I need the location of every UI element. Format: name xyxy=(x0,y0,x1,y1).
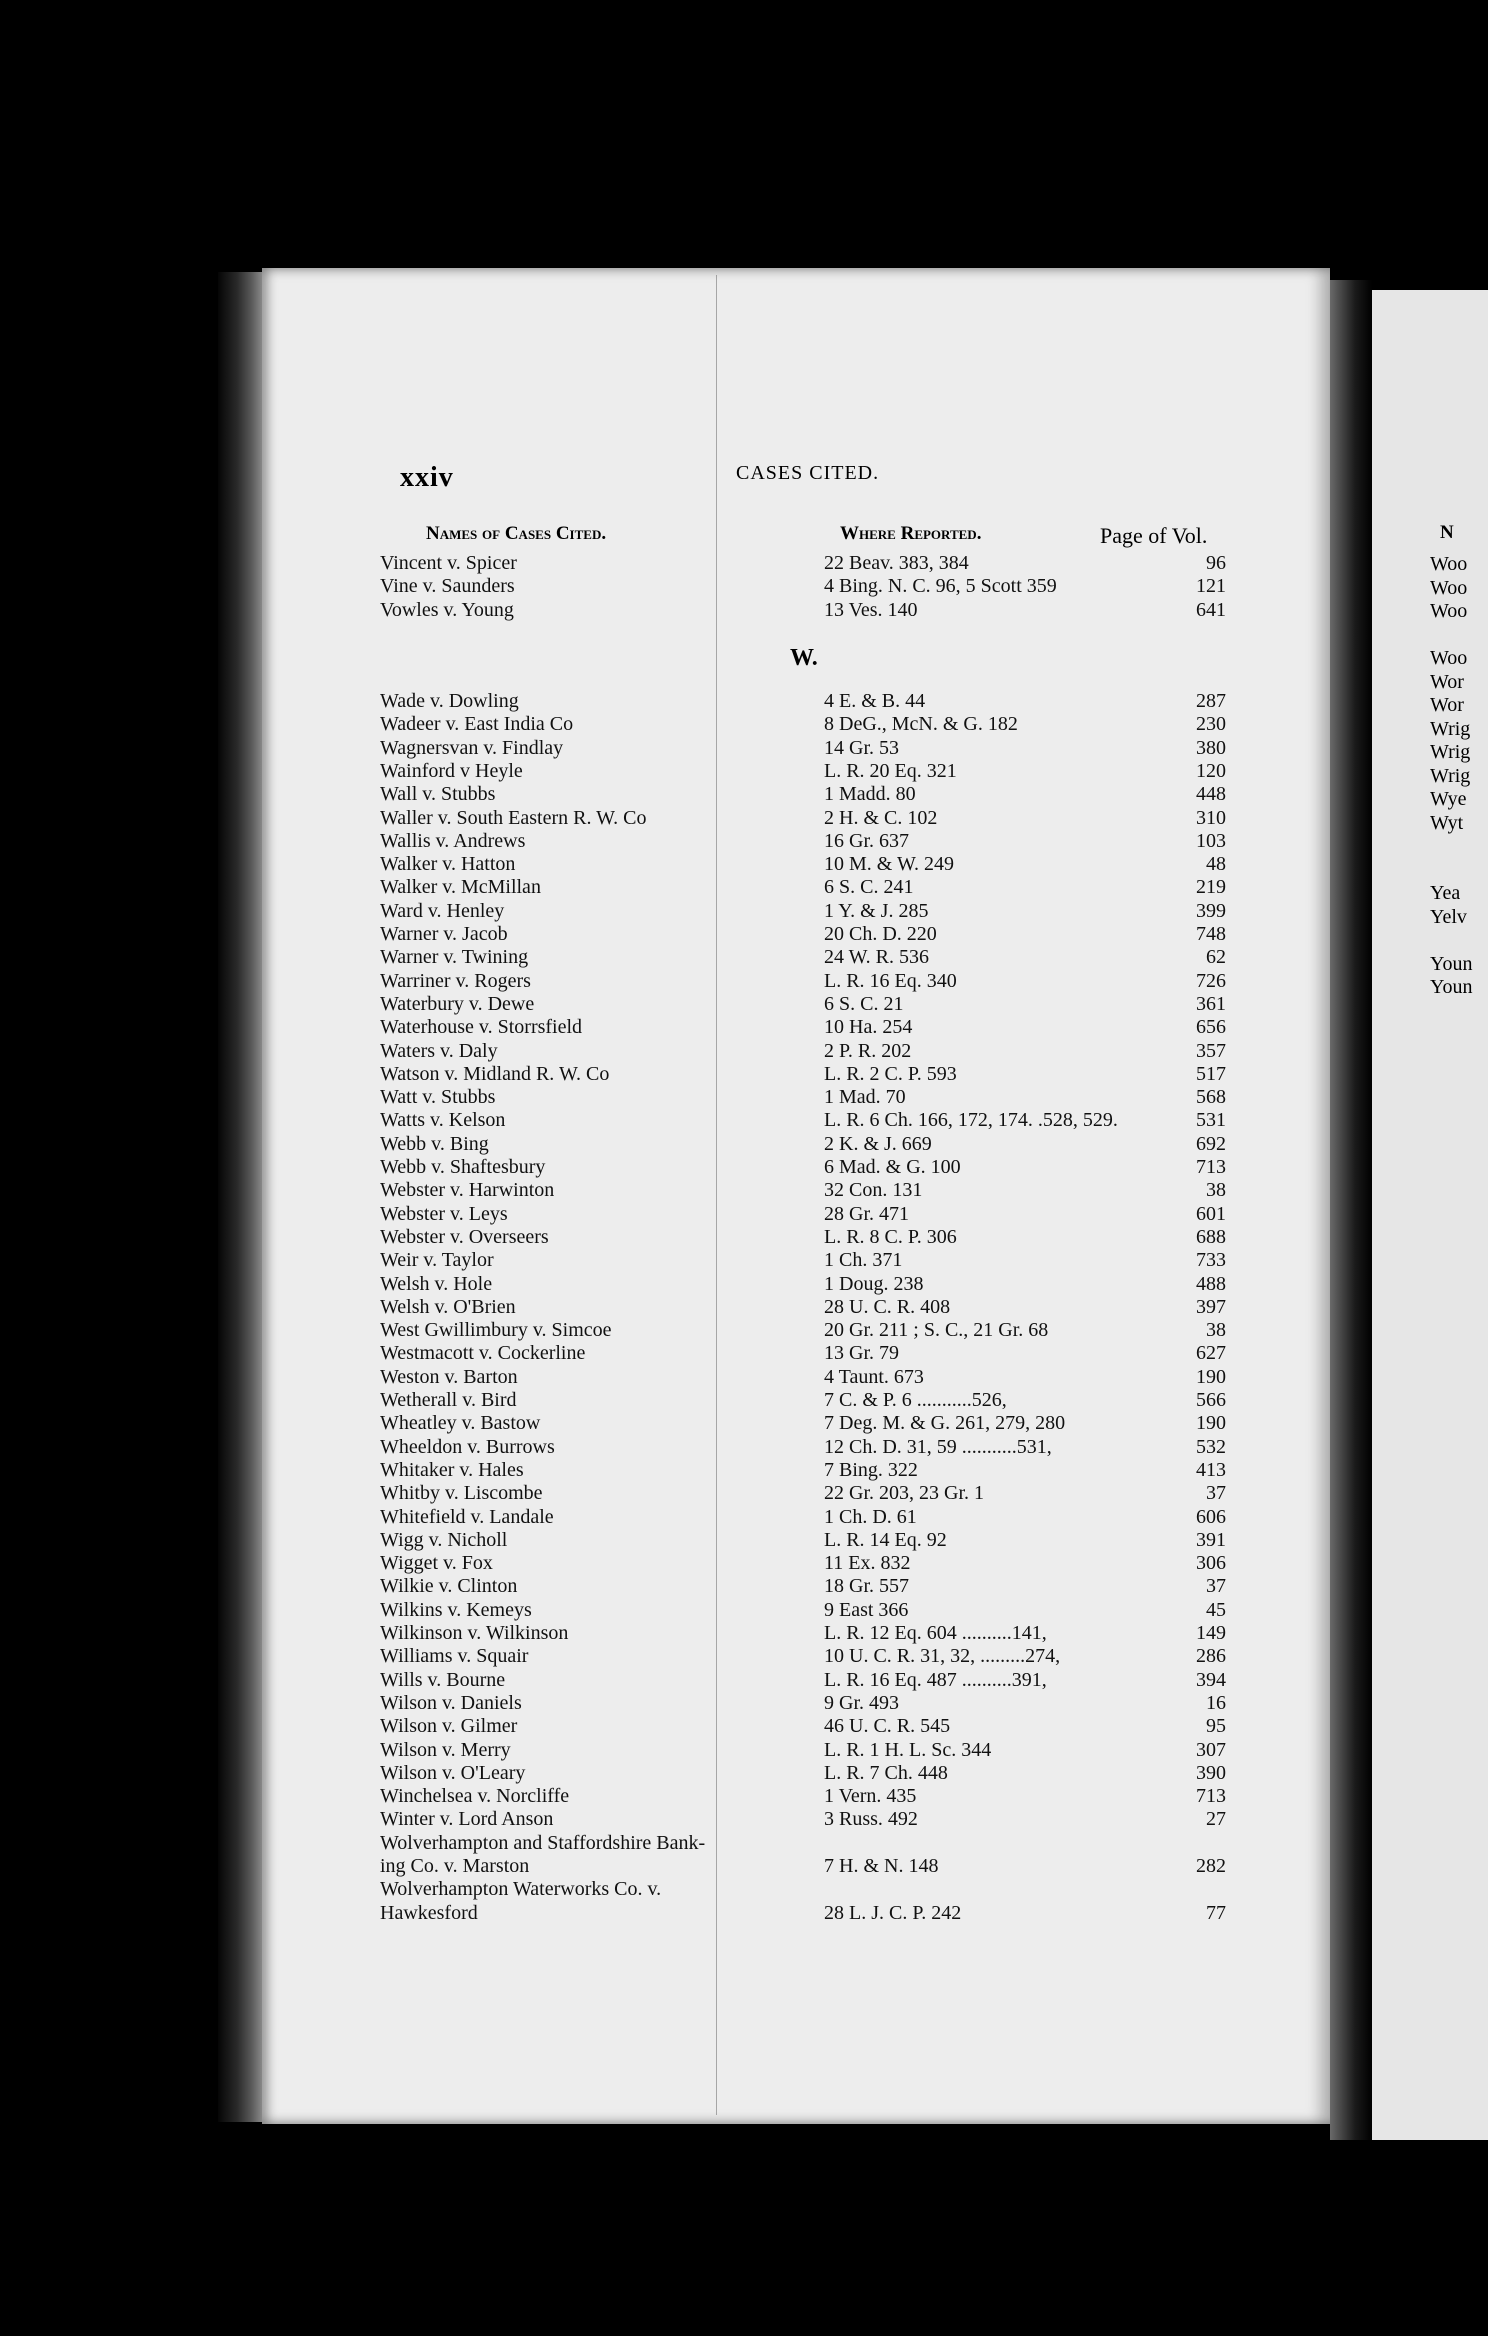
page-of-volume: 103 xyxy=(1196,829,1226,852)
where-reported: 12 Ch. D. 31, 59 ...........531, xyxy=(824,1435,1052,1458)
case-name: Vowles v. Young xyxy=(380,598,514,621)
page-of-volume: 380 xyxy=(1196,736,1226,759)
page-of-volume: 95 xyxy=(1206,1715,1226,1738)
case-name: Waters v. Daly xyxy=(380,1039,498,1062)
page-of-volume: 566 xyxy=(1196,1389,1226,1411)
case-name: Weston v. Barton xyxy=(380,1365,518,1388)
page-of-volume: 45 xyxy=(1206,1598,1226,1621)
where-reported: 7 H. & N. 148 xyxy=(824,1855,939,1877)
table-row xyxy=(380,1855,1226,1878)
page-of-volume: 656 xyxy=(1196,1016,1226,1039)
case-name: Watt v. Stubbs xyxy=(380,1086,496,1109)
facing-line: Yea xyxy=(1430,882,1461,904)
table-row xyxy=(380,1529,1226,1552)
page-of-volume: 531 xyxy=(1196,1109,1226,1132)
table-row xyxy=(380,830,1226,853)
table-row xyxy=(380,1878,1226,1901)
where-reported: 1 Doug. 238 xyxy=(824,1272,924,1295)
page-of-volume: 149 xyxy=(1196,1622,1226,1644)
gutter-shadow xyxy=(1330,280,1372,2140)
column-header-where: Where Reported. xyxy=(840,523,982,544)
table-row xyxy=(380,1902,1226,1925)
table-row xyxy=(380,1342,1226,1365)
page-of-volume: 287 xyxy=(1196,690,1226,712)
table-row xyxy=(380,1389,1226,1412)
facing-line: Wor xyxy=(1430,694,1464,716)
where-reported: 28 L. J. C. P. 242 xyxy=(824,1901,962,1924)
case-name: Wall v. Stubbs xyxy=(380,783,496,806)
page-of-volume: 121 xyxy=(1196,575,1226,598)
case-name: Whitaker v. Hales xyxy=(380,1458,524,1481)
case-name: Wetherall v. Bird xyxy=(380,1389,517,1411)
where-reported: L. R. 14 Eq. 92 xyxy=(824,1528,947,1551)
table-row xyxy=(380,1156,1226,1179)
case-name: Wagnersvan v. Findlay xyxy=(380,736,564,759)
table-row xyxy=(380,599,1226,622)
where-reported: 7 C. & P. 6 ...........526, xyxy=(824,1389,1007,1411)
table-row xyxy=(380,807,1226,830)
case-name: Wolverhampton Waterworks Co. v. xyxy=(380,1878,662,1901)
facing-line: Woo xyxy=(1430,647,1468,669)
table-row xyxy=(380,1552,1226,1575)
case-name: Warner v. Jacob xyxy=(380,923,508,945)
page-of-volume: 219 xyxy=(1196,876,1226,899)
table-row xyxy=(380,737,1226,760)
case-name: Wadeer v. East India Co xyxy=(380,713,574,736)
table-row xyxy=(380,575,1226,598)
where-reported: 1 Ch. 371 xyxy=(824,1249,903,1272)
table-row xyxy=(380,1203,1226,1226)
table-row xyxy=(380,760,1226,783)
case-name: Wigg v. Nicholl xyxy=(380,1528,508,1551)
page-of-volume: 62 xyxy=(1206,946,1226,969)
facing-page-header-fragment: N xyxy=(1440,522,1454,543)
where-reported: 4 Taunt. 673 xyxy=(824,1365,924,1388)
where-reported: L. R. 8 C. P. 306 xyxy=(824,1225,957,1248)
where-reported: 28 Gr. 471 xyxy=(824,1202,909,1225)
case-name: Whitby v. Liscombe xyxy=(380,1482,543,1505)
table-row xyxy=(380,1086,1226,1109)
where-reported: 28 U. C. R. 408 xyxy=(824,1295,951,1318)
case-name: Wigget v. Fox xyxy=(380,1552,493,1575)
table-row xyxy=(380,900,1226,923)
case-name: Walker v. Hatton xyxy=(380,853,516,876)
where-reported: 4 E. & B. 44 xyxy=(824,690,926,712)
case-name: Wilkie v. Clinton xyxy=(380,1575,518,1598)
page-of-volume: 27 xyxy=(1206,1808,1226,1831)
page-of-volume: 391 xyxy=(1196,1528,1226,1551)
table-row xyxy=(380,993,1226,1016)
where-reported: L. R. 6 Ch. 166, 172, 174. .528, 529. xyxy=(824,1109,1118,1132)
case-name: West Gwillimbury v. Simcoe xyxy=(380,1319,612,1342)
where-reported: 9 East 366 xyxy=(824,1598,909,1621)
facing-line: Wyt xyxy=(1430,811,1464,834)
where-reported: 13 Gr. 79 xyxy=(824,1342,899,1365)
table-row xyxy=(380,1273,1226,1296)
table-row xyxy=(380,923,1226,946)
where-reported: 32 Con. 131 xyxy=(824,1179,923,1202)
page-of-volume: 77 xyxy=(1206,1901,1226,1924)
where-reported: L. R. 16 Eq. 487 ..........391, xyxy=(824,1668,1047,1691)
case-name: Wilson v. Daniels xyxy=(380,1691,522,1714)
column-header-names: Names of Cases Cited. xyxy=(426,523,607,544)
case-name: Winchelsea v. Norcliffe xyxy=(380,1785,570,1808)
table-row xyxy=(380,1622,1226,1645)
case-name: Wheeldon v. Burrows xyxy=(380,1435,555,1458)
where-reported: 1 Y. & J. 285 xyxy=(824,899,929,922)
where-reported: 6 S. C. 241 xyxy=(824,876,914,899)
where-reported: 2 H. & C. 102 xyxy=(824,806,938,829)
case-name: Wills v. Bourne xyxy=(380,1668,506,1691)
table-row xyxy=(380,1459,1226,1482)
page-of-volume: 307 xyxy=(1196,1738,1226,1761)
table-row xyxy=(380,946,1226,969)
case-name: Westmacott v. Cockerline xyxy=(380,1342,586,1365)
page-of-volume: 606 xyxy=(1196,1505,1226,1528)
table-row xyxy=(380,876,1226,899)
facing-line: Youn xyxy=(1430,952,1473,975)
page-of-volume: 726 xyxy=(1196,969,1226,992)
page-of-volume: 37 xyxy=(1206,1575,1226,1598)
page-of-volume: 692 xyxy=(1196,1132,1226,1155)
page-of-volume: 38 xyxy=(1206,1179,1226,1202)
case-name: Wolverhampton and Staffordshire Bank- xyxy=(380,1831,706,1854)
case-name: Ward v. Henley xyxy=(380,899,505,922)
where-reported: 22 Beav. 383, 384 xyxy=(824,552,969,574)
case-name: Wilson v. O'Leary xyxy=(380,1761,526,1784)
table-row xyxy=(380,1785,1226,1808)
where-reported: 16 Gr. 637 xyxy=(824,829,909,852)
page-of-volume: 627 xyxy=(1196,1342,1226,1365)
case-name: Walker v. McMillan xyxy=(380,876,541,899)
table-row xyxy=(380,1832,1226,1855)
table-row xyxy=(380,552,1226,575)
where-reported: 6 Mad. & G. 100 xyxy=(824,1156,961,1178)
book-spine-shadow xyxy=(218,272,266,2122)
page-number: xxiv xyxy=(400,462,454,493)
table-row xyxy=(380,1645,1226,1668)
table-row xyxy=(380,1575,1226,1598)
page-of-volume: 120 xyxy=(1196,759,1226,782)
page-of-volume: 568 xyxy=(1196,1086,1226,1109)
case-name: Wainford v Heyle xyxy=(380,759,523,782)
page-of-volume: 190 xyxy=(1196,1412,1226,1435)
case-name: Wilkinson v. Wilkinson xyxy=(380,1622,569,1644)
page-of-volume: 96 xyxy=(1206,552,1226,574)
case-name: Wallis v. Andrews xyxy=(380,829,526,852)
where-reported: L. R. 12 Eq. 604 ..........141, xyxy=(824,1622,1047,1644)
where-reported: 18 Gr. 557 xyxy=(824,1575,909,1598)
page-of-volume: 748 xyxy=(1196,923,1226,945)
where-reported: 10 Ha. 254 xyxy=(824,1016,913,1039)
table-row xyxy=(380,1808,1226,1831)
case-name: Waller v. South Eastern R. W. Co xyxy=(380,806,647,829)
where-reported: 9 Gr. 493 xyxy=(824,1691,899,1714)
case-name: Welsh v. O'Brien xyxy=(380,1295,516,1318)
table-row xyxy=(380,1296,1226,1319)
case-name: Warriner v. Rogers xyxy=(380,969,531,992)
table-row xyxy=(380,1016,1226,1039)
table-row xyxy=(380,1506,1226,1529)
where-reported: L. R. 7 Ch. 448 xyxy=(824,1761,948,1784)
case-name: Williams v. Squair xyxy=(380,1645,529,1668)
page-of-volume: 397 xyxy=(1196,1295,1226,1318)
page-of-volume: 733 xyxy=(1196,1249,1226,1272)
column-header-page: Page of Vol. xyxy=(1100,523,1208,548)
case-name: Wilkins v. Kemeys xyxy=(380,1598,532,1621)
table-row xyxy=(380,1436,1226,1459)
facing-line: Woo xyxy=(1430,576,1468,599)
page-of-volume: 413 xyxy=(1196,1458,1226,1481)
table-row xyxy=(380,1599,1226,1622)
case-name: Webster v. Harwinton xyxy=(380,1179,555,1202)
facing-line: Wye xyxy=(1430,788,1467,810)
case-name: Wilson v. Gilmer xyxy=(380,1715,518,1738)
facing-line: Yelv xyxy=(1430,905,1467,928)
facing-line: Wrig xyxy=(1430,717,1471,740)
table-row xyxy=(380,1366,1226,1389)
case-name: Watts v. Kelson xyxy=(380,1109,506,1132)
table-row xyxy=(380,1412,1226,1435)
case-name: Webb v. Bing xyxy=(380,1132,489,1155)
page-of-volume: 394 xyxy=(1196,1668,1226,1691)
page-of-volume: 38 xyxy=(1206,1319,1226,1342)
table-row xyxy=(380,1040,1226,1063)
page-of-volume: 357 xyxy=(1196,1039,1226,1062)
where-reported: 20 Gr. 211 ; S. C., 21 Gr. 68 xyxy=(824,1319,1049,1342)
page-of-volume: 16 xyxy=(1206,1691,1226,1714)
case-name: Waterbury v. Dewe xyxy=(380,992,535,1015)
table-row xyxy=(380,1063,1226,1086)
case-name: Vincent v. Spicer xyxy=(380,552,517,574)
where-reported: 7 Bing. 322 xyxy=(824,1458,918,1481)
where-reported: L. R. 1 H. L. Sc. 344 xyxy=(824,1738,992,1761)
where-reported: 46 U. C. R. 545 xyxy=(824,1715,951,1738)
table-row xyxy=(380,1482,1226,1505)
table-row xyxy=(380,1692,1226,1715)
page-of-volume: 310 xyxy=(1196,806,1226,829)
table-row xyxy=(380,1715,1226,1738)
table-row xyxy=(380,1739,1226,1762)
where-reported: 10 U. C. R. 31, 32, .........274, xyxy=(824,1645,1061,1668)
where-reported: 4 Bing. N. C. 96, 5 Scott 359 xyxy=(824,575,1057,598)
table-row xyxy=(380,1762,1226,1785)
page-of-volume: 488 xyxy=(1196,1272,1226,1295)
page-of-volume: 390 xyxy=(1196,1761,1226,1784)
where-reported: 1 Ch. D. 61 xyxy=(824,1505,917,1528)
page-of-volume: 399 xyxy=(1196,899,1226,922)
case-name: Webb v. Shaftesbury xyxy=(380,1156,546,1178)
page-of-volume: 688 xyxy=(1196,1225,1226,1248)
page-of-volume: 641 xyxy=(1196,598,1226,621)
page-of-volume: 230 xyxy=(1196,713,1226,736)
where-reported: L. R. 20 Eq. 321 xyxy=(824,759,957,782)
page-of-volume: 713 xyxy=(1196,1156,1226,1178)
page-of-volume: 282 xyxy=(1196,1855,1226,1877)
where-reported: L. R. 2 C. P. 593 xyxy=(824,1062,957,1085)
table-row xyxy=(380,1109,1226,1132)
where-reported: 22 Gr. 203, 23 Gr. 1 xyxy=(824,1482,984,1505)
case-name: Wilson v. Merry xyxy=(380,1738,511,1761)
case-name: Hawkesford xyxy=(380,1901,478,1924)
case-name: Whitefield v. Landale xyxy=(380,1505,554,1528)
where-reported: 7 Deg. M. & G. 261, 279, 280 xyxy=(824,1412,1066,1435)
where-reported: 6 S. C. 21 xyxy=(824,992,904,1015)
page-of-volume: 713 xyxy=(1196,1785,1226,1808)
case-name: Watson v. Midland R. W. Co xyxy=(380,1062,610,1085)
page-of-volume: 286 xyxy=(1196,1645,1226,1668)
where-reported: L. R. 16 Eq. 340 xyxy=(824,969,957,992)
page-of-volume: 517 xyxy=(1196,1062,1226,1085)
case-name: Wheatley v. Bastow xyxy=(380,1412,541,1435)
page-of-volume: 448 xyxy=(1196,783,1226,806)
where-reported: 24 W. R. 536 xyxy=(824,946,930,969)
where-reported: 11 Ex. 832 xyxy=(824,1552,911,1575)
where-reported: 14 Gr. 53 xyxy=(824,736,899,759)
case-name: Welsh v. Hole xyxy=(380,1272,493,1295)
case-name: ing Co. v. Marston xyxy=(380,1855,530,1877)
page-of-volume: 306 xyxy=(1196,1552,1226,1575)
facing-line: Wrig xyxy=(1430,741,1471,763)
case-name: Weir v. Taylor xyxy=(380,1249,494,1272)
table-row xyxy=(380,713,1226,736)
where-reported: 1 Vern. 435 xyxy=(824,1785,917,1808)
table-row xyxy=(380,690,1226,713)
where-reported: 10 M. & W. 249 xyxy=(824,853,955,876)
table-row xyxy=(380,1179,1226,1202)
section-letter: W. xyxy=(790,645,818,671)
table-row xyxy=(380,1669,1226,1692)
facing-line: Wrig xyxy=(1430,764,1471,787)
where-reported: 3 Russ. 492 xyxy=(824,1808,918,1831)
case-name: Webster v. Leys xyxy=(380,1202,508,1225)
running-title: CASES CITED. xyxy=(736,462,880,484)
page-of-volume: 190 xyxy=(1196,1365,1226,1388)
page-of-volume: 601 xyxy=(1196,1202,1226,1225)
page-of-volume: 532 xyxy=(1196,1435,1226,1458)
case-name: Wade v. Dowling xyxy=(380,690,519,712)
case-name: Winter v. Lord Anson xyxy=(380,1808,554,1831)
case-name: Vine v. Saunders xyxy=(380,575,515,598)
where-reported: 20 Ch. D. 220 xyxy=(824,923,937,945)
where-reported: 2 P. R. 202 xyxy=(824,1039,912,1062)
page-of-volume: 48 xyxy=(1206,853,1226,876)
case-name: Webster v. Overseers xyxy=(380,1225,549,1248)
facing-line: Youn xyxy=(1430,976,1473,998)
where-reported: 8 DeG., McN. & G. 182 xyxy=(824,713,1018,736)
table-row xyxy=(380,783,1226,806)
where-reported: 2 K. & J. 669 xyxy=(824,1132,932,1155)
table-row xyxy=(380,1133,1226,1156)
where-reported: 1 Madd. 80 xyxy=(824,783,916,806)
case-name: Waterhouse v. Storrsfield xyxy=(380,1016,583,1039)
table-row xyxy=(380,1226,1226,1249)
where-reported: 1 Mad. 70 xyxy=(824,1086,906,1109)
page-of-volume: 361 xyxy=(1196,992,1226,1015)
table-row xyxy=(380,1319,1226,1342)
table-row xyxy=(380,1249,1226,1272)
case-name: Warner v. Twining xyxy=(380,946,529,969)
where-reported: 13 Ves. 140 xyxy=(824,598,918,621)
facing-line: Woo xyxy=(1430,553,1468,575)
page-of-volume: 37 xyxy=(1206,1482,1226,1505)
facing-line: Wor xyxy=(1430,670,1464,693)
table-row xyxy=(380,853,1226,876)
table-row xyxy=(380,970,1226,993)
facing-line: Woo xyxy=(1430,600,1468,622)
